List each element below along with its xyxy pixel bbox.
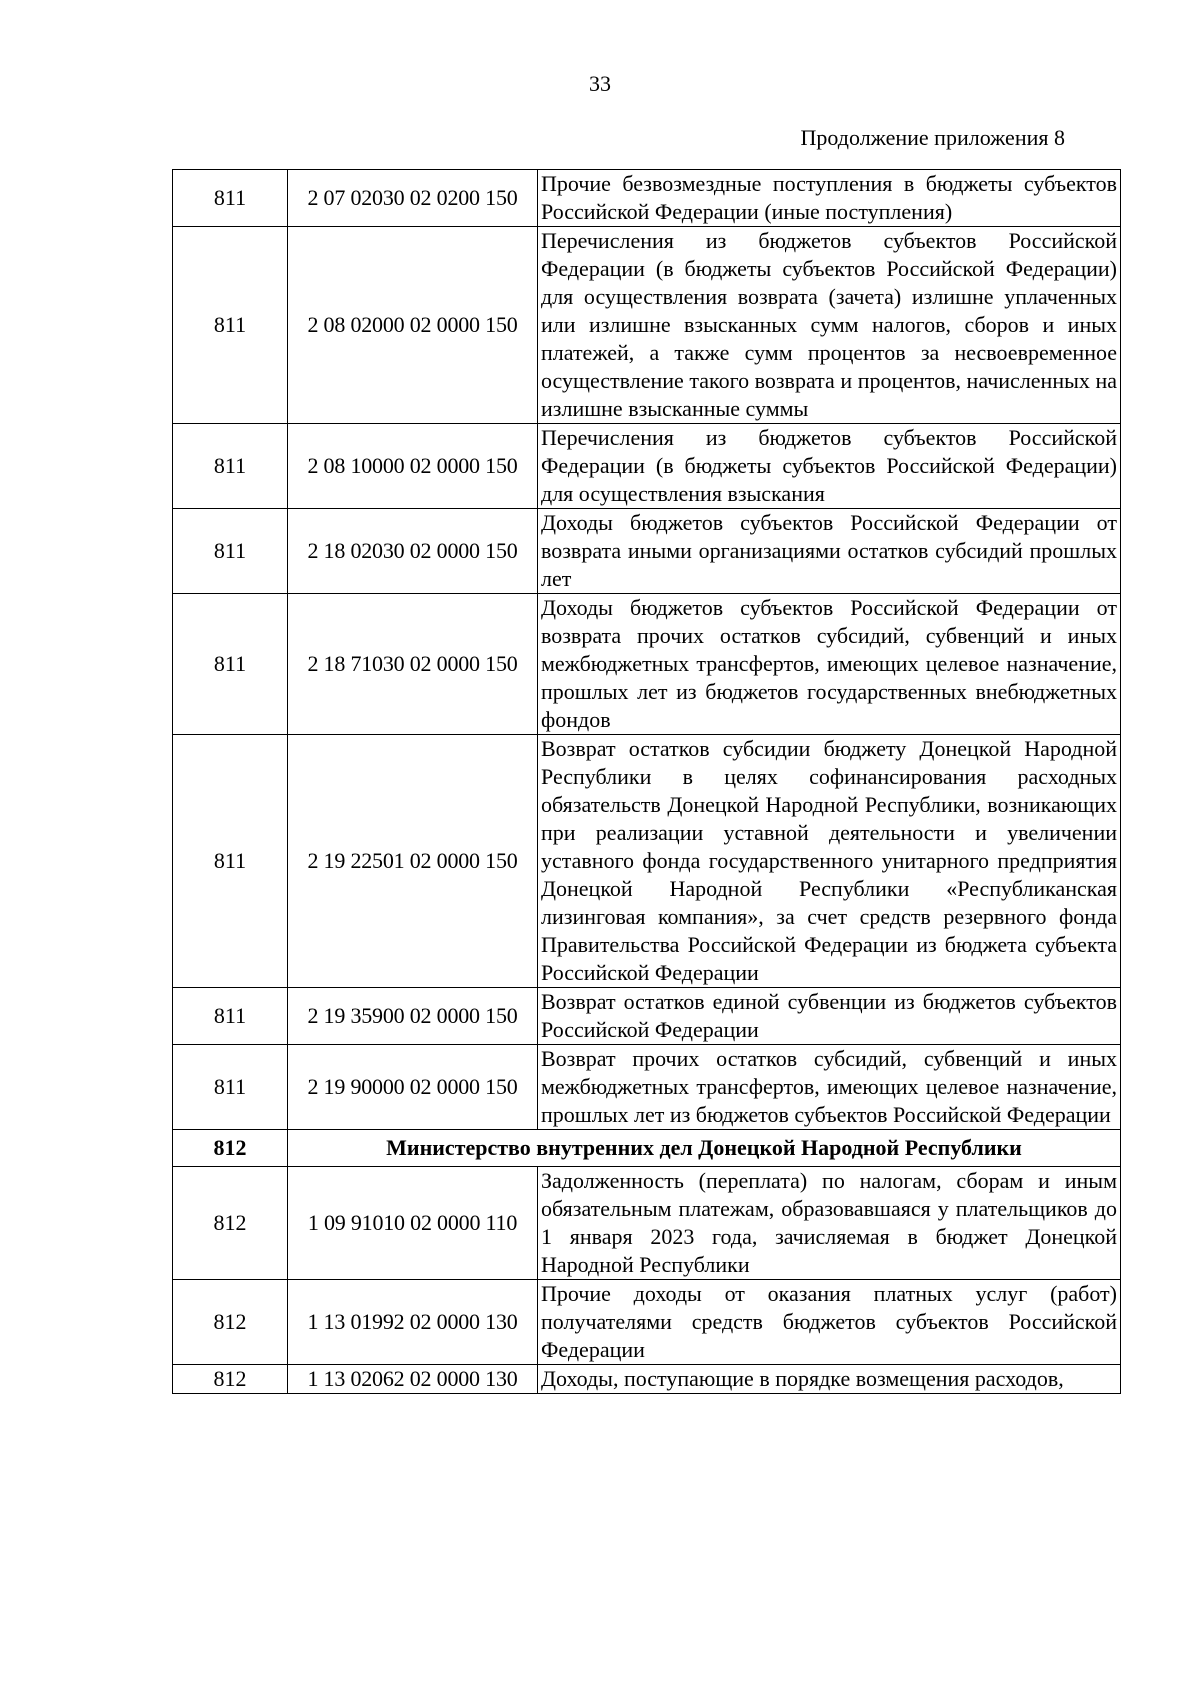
- table-row: [173, 227, 1121, 424]
- admin-code-cell: 811: [173, 1045, 288, 1130]
- revenue-name-cell: Прочие безвозмездные поступления в бюджеты субъектов Российской Федерации (иные поступления): [538, 170, 1121, 227]
- admin-code-cell: 812: [173, 1167, 288, 1280]
- section-admin-code: 812: [173, 1130, 288, 1167]
- table-row: [173, 988, 1121, 1045]
- revenue-name-cell: Возврат прочих остатков субсидий, субвенций и иных межбюджетных трансфертов, имеющих целевое назначение, прошлых лет из бюджетов субъектов Российской Федерации: [538, 1045, 1121, 1130]
- table-row: [173, 1167, 1121, 1280]
- revenue-name-cell: Задолженность (переплата) по налогам, сборам и иным обязательным платежам, образовавшаяся у плательщиков до 1 января 2023 года, зачисляемая в бюджет Донецкой Народной Республики: [538, 1167, 1121, 1280]
- admin-code-cell: 811: [173, 227, 288, 424]
- budget-code-cell: 2 19 22501 02 0000 150: [288, 735, 538, 988]
- admin-code-cell: 811: [173, 988, 288, 1045]
- administrator-section-row: [173, 1130, 1121, 1167]
- table-row: [173, 509, 1121, 594]
- revenue-name-cell: Перечисления из бюджетов субъектов Российской Федерации (в бюджеты субъектов Российской Федерации) для осуществления взыскания: [538, 424, 1121, 509]
- revenue-codes-table: [172, 169, 1121, 1394]
- admin-code-cell: 811: [173, 735, 288, 988]
- table-row: [173, 735, 1121, 988]
- revenue-name-cell: Прочие доходы от оказания платных услуг (работ) получателями средств бюджетов субъектов Российской Федерации: [538, 1280, 1121, 1365]
- admin-code-cell: 812: [173, 1280, 288, 1365]
- revenue-name-cell: Возврат остатков субсидии бюджету Донецкой Народной Республики в целях софинансирования расходных обязательств Донецкой Народной Республики, возникающих при реализации уставной деятельности и увеличении уставного фонда государственного унитарного предприятия Донецкой Народной Республики «Республиканская лизинговая компания», за счет средств резервного фонда Правительства Российской Федерации из бюджета субъекта Российской Федерации: [538, 735, 1121, 988]
- admin-code-cell: 811: [173, 509, 288, 594]
- admin-code-cell: 811: [173, 424, 288, 509]
- page-number: 33: [589, 71, 611, 96]
- budget-code-cell: 1 13 02062 02 0000 130: [288, 1365, 538, 1394]
- admin-code-cell: 811: [173, 594, 288, 735]
- budget-code-cell: 2 18 02030 02 0000 150: [288, 509, 538, 594]
- table-row: [173, 1365, 1121, 1394]
- revenue-name-cell: Возврат остатков единой субвенции из бюджетов субъектов Российской Федерации: [538, 988, 1121, 1045]
- budget-code-cell: 2 19 90000 02 0000 150: [288, 1045, 538, 1130]
- revenue-name-cell: Доходы, поступающие в порядке возмещения расходов,: [538, 1365, 1121, 1394]
- budget-code-cell: 2 08 10000 02 0000 150: [288, 424, 538, 509]
- admin-code-cell: 812: [173, 1365, 288, 1394]
- budget-code-cell: 2 18 71030 02 0000 150: [288, 594, 538, 735]
- budget-code-cell: 2 07 02030 02 0200 150: [288, 170, 538, 227]
- revenue-name-cell: Перечисления из бюджетов субъектов Российской Федерации (в бюджеты субъектов Российской Федерации) для осуществления возврата (зачета) излишне уплаченных или излишне взысканных сумм налогов, сборов и иных платежей, а также сумм процентов за несвоевременное осуществление такого возврата и процентов, начисленных на излишне взысканные суммы: [538, 227, 1121, 424]
- budget-code-cell: 1 13 01992 02 0000 130: [288, 1280, 538, 1365]
- revenue-name-cell: Доходы бюджетов субъектов Российской Федерации от возврата иными организациями остатков субсидий прошлых лет: [538, 509, 1121, 594]
- appendix-continuation-label: Продолжение приложения 8: [800, 125, 1065, 150]
- table-row: [173, 594, 1121, 735]
- table-row: [173, 424, 1121, 509]
- budget-code-cell: 2 08 02000 02 0000 150: [288, 227, 538, 424]
- budget-code-cell: 1 09 91010 02 0000 110: [288, 1167, 538, 1280]
- table-row: [173, 170, 1121, 227]
- revenue-name-cell: Доходы бюджетов субъектов Российской Федерации от возврата прочих остатков субсидий, субвенций и иных межбюджетных трансфертов, имеющих целевое назначение, прошлых лет из бюджетов государственных внебюджетных фондов: [538, 594, 1121, 735]
- budget-code-cell: 2 19 35900 02 0000 150: [288, 988, 538, 1045]
- table-row: [173, 1280, 1121, 1365]
- admin-code-cell: 811: [173, 170, 288, 227]
- table-row: [173, 1045, 1121, 1130]
- section-title: Министерство внутренних дел Донецкой Народной Республики: [288, 1130, 1121, 1167]
